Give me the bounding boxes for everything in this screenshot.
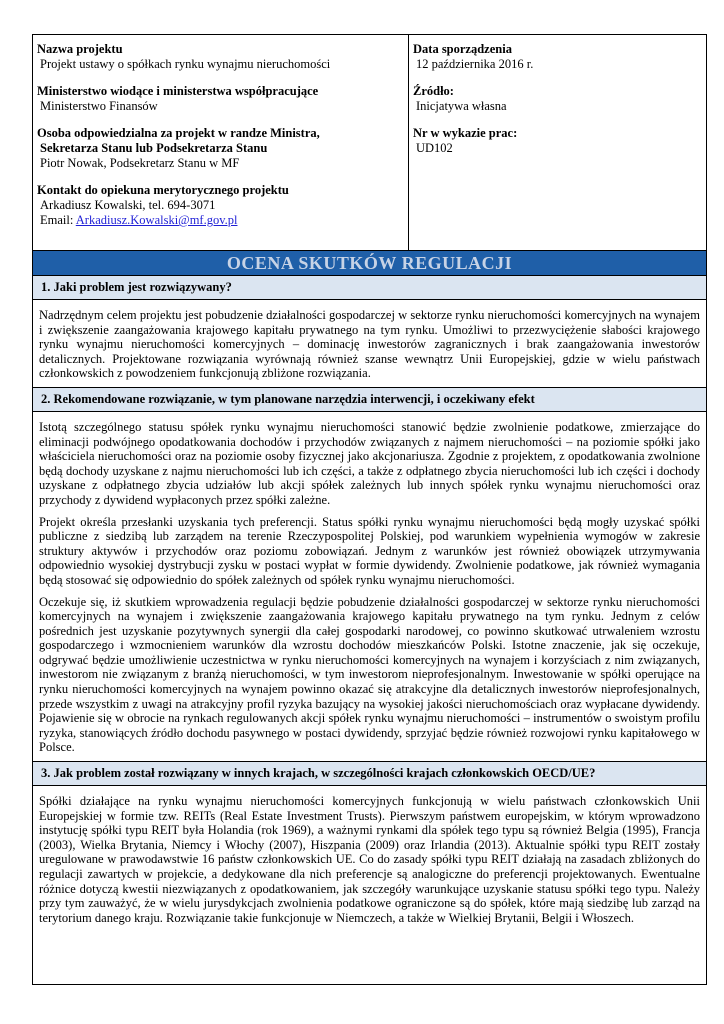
ministry-label: Ministerstwo wiodące i ministerstwa współpracujące (37, 84, 319, 98)
person-label-line2: Sekretarza Stanu lub Podsekretarza Stanu (40, 141, 268, 155)
header-right-column (409, 35, 706, 250)
person-label-line1: Osoba odpowiedzialna za projekt w randze Ministra, (37, 126, 320, 140)
ministry: Ministerstwo Finansów (40, 99, 158, 113)
section-1-heading: 1. Jaki problem jest rozwiązywany? (33, 276, 706, 300)
responsible-person: Piotr Nowak, Podsekretarz Stanu w MF (40, 156, 240, 170)
section-2-paragraph: Projekt określa przesłanki uzyskania tych preferencji. Status spółki rynku wynajmu nieruchomości będą mogły uzyskać spółki publiczne z siedzibą lub zarządem na terenie Rzeczypospolitej Polskiej, pod warunkiem wypełnienia wymogów w zakresie struktury aktywów i przychodów oraz poziomu zobowiązań. Jednym z warunków jest również obowiązek utrzymywania odpowiednio wysokiej dystrybucji zysku w postaci wypłat w formie dywidendy. Zwolnienie podatkowe, jak również wymagania będą stosować się odpowiednio do spółek zależnych od spółek rynku wynajmu nieruchomości. (39, 514, 700, 587)
section-3-heading: 3. Jak problem został rozwiązany w innych krajach, w szczególności krajach członkowskich OECD/UE? (33, 762, 706, 786)
project-name-label: Nazwa projektu (37, 42, 123, 56)
osr-form (32, 34, 707, 985)
header-table (33, 35, 706, 251)
section-3-body (33, 786, 706, 931)
date-value: 12 października 2016 r. (416, 57, 534, 71)
email-link[interactable]: Arkadiusz.Kowalski@mf.gov.pl (75, 213, 238, 227)
worklist-label: Nr w wykazie prac: (413, 126, 518, 140)
date-label: Data sporządzenia (413, 42, 512, 56)
source-value: Inicjatywa własna (416, 99, 507, 113)
section-3-paragraph: Spółki działające na rynku wynajmu nieruchomości komercyjnych funkcjonują w wielu państwach członkowskich Unii Europejskiej w formie tzw. REITs (Real Estate Investment Trusts). Pierwszym państwem europejskim, w którym wprowadzono instytucję spółki typu REIT była Holandia (rok 1969), a ważnymi rynkami dla spółek tego typu są również Belgia (1995), Francja (2003), Wielka Brytania, Niemcy i Włochy (2007), Hiszpania (2009) oraz Irlandia (2013). Aktualnie spółki typu REIT zostały uregulowane w prawodawstwie 16 państw członkowskich UE. Co do zasady spółki typu REIT działają na zasadach zbliżonych do regulacji zawartych w projekcie, a dedykowane dla nich preferencje są analogiczne do preferencji projektowanych. Ewentualne różnice dotyczą kwestii niezwiązanych z opodatkowaniem, jak szczegóły warunkujące uzyskanie statusu spółki tego typu. Należy przy tym zauważyć, że w wielu jurysdykcjach zwolnienia podatkowe ograniczone są do spółek, które mają siedzibę lub zarząd na terytorium danego kraju. Rozwiązanie takie funkcjonuje w Niemczech, a także w Wielkiej Brytanii, Belgii i Włoszech. (39, 794, 700, 925)
header-left-column (33, 35, 409, 250)
section-2-heading: 2. Rekomendowane rozwiązanie, w tym planowane narzędzia interwencji, i oczekiwany efekt (33, 388, 706, 412)
contact-name: Arkadiusz Kowalski, tel. 694-3071 (40, 198, 216, 212)
section-1-paragraph: Nadrzędnym celem projektu jest pobudzenie działalności gospodarczej w sektorze rynku nieruchomości komercyjnych na wynajem i zwiększenie zaangażowania krajowego kapitału prywatnego na tym rynku. Umożliwi to przezwyciężenie słabości krajowego rynku wynajmu nieruchomości komercyjnych – dominację inwestorów zagranicznych i brak zaangażowania inwestorów detalicznych. Projektowane rozwiązania wyrównają również szanse wewnątrz Unii Europejskiej, gdzie w wielu państwach członkowskich z powodzeniem funkcjonują zbliżone rozwiązania. (39, 308, 700, 381)
email-prefix: Email: (40, 213, 76, 227)
contact-label: Kontakt do opiekuna merytorycznego projektu (37, 183, 289, 197)
project-name: Projekt ustawy o spółkach rynku wynajmu nieruchomości (40, 57, 331, 71)
section-2-body (33, 412, 706, 762)
worklist-value: UD102 (416, 141, 453, 155)
section-2-paragraph: Istotą szczególnego statusu spółek rynku wynajmu nieruchomości stanowić będzie zwolnienie podatkowe, zmierzające do eliminacji podwójnego opodatkowania dochodów i przychodów związanych z najmem nieruchomości – na poziomie spółki jako właściciela nieruchomości oraz na poziomie osoby fizycznej jako akcjonariusza. Zgodnie z projektem, z opodatkowania zwolnione będą dochody uzyskane z najmu nieruchomości lub ich części, a także z odpłatnego zbycia nieruchomości lub ich części i dochody uzyskane z odpłatnego zbycia udziałów lub akcji spółek zależnych lub innych spółek rynku wynajmu nieruchomości oraz przychody z dywidend wypłaconych przez spółki zależne. (39, 419, 700, 507)
contact-email-line (37, 213, 404, 228)
section-2-paragraph: Oczekuje się, iż skutkiem wprowadzenia regulacji będzie pobudzenie działalności gospodarczej w sektorze rynku nieruchomości komercyjnych na wynajem i zwiększenie zaangażowania krajowego kapitału prywatnego na tym rynku. Jednym z celów pośrednich jest uzyskanie pozytywnych synergii dla całej gospodarki narodowej, co powinno skutkować utrwaleniem wzrostu gospodarczego i wzmocnieniem warunków dla wzrostu dochodów mieszkańców Polski. Istotne znaczenie, jak się oczekuje, odgrywać będzie umożliwienie uczestnictwa w rynku nieruchomości komercyjnych na wynajem i korzyściach z nim związanych, inwestorom nie związanym z branżą nieruchomości, w tym inwestorom nieprofesjonalnym. Inwestowanie w spółki operujące na rynku nieruchomości komercyjnych na wynajem powinno okazać się atrakcyjne dla detalicznych inwestorów nieprofesjonalnych, przede wszystkim z uwagi na atrakcyjny profil ryzyka bazujący na wysokiej jakości nieruchomościach oraz wypłacane dywidendy. Pojawienie się w obrocie na rynkach regulowanych akcji spółek rynku wynajmu nieruchomości – instrumentów o swoistym profilu ryzyka, stanowiących źródło dochodu pasywnego w postaci dywidendy, sprzyjać będzie również rozwojowi rynku kapitałowego w Polsce. (39, 594, 700, 755)
source-label: Źródło: (413, 84, 454, 98)
section-1-body (33, 300, 706, 388)
banner-title: OCENA SKUTKÓW REGULACJI (33, 251, 706, 276)
